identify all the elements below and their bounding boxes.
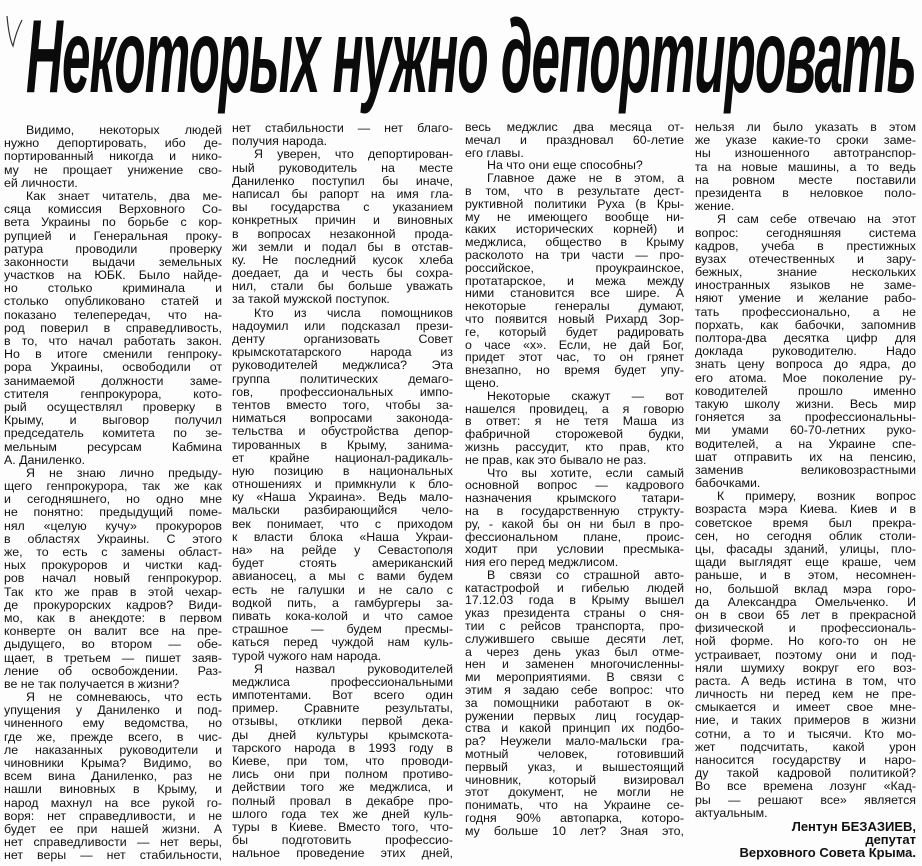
- paragraph-line: протатарское, и межа между: [465, 273, 684, 288]
- paragraph-line: на» на рейде у Севастополя: [232, 543, 453, 557]
- paragraph-line: нашелся провидец, а я говорю: [465, 401, 684, 416]
- paragraph-line: сен, но сегодня облик столи-: [695, 528, 916, 543]
- author-title: депутат: [865, 832, 916, 848]
- paragraph-line: бабочками.: [695, 476, 761, 491]
- paragraph-line: нил, стали бы больше уважать: [232, 279, 453, 294]
- paragraph-line: группа политических демаго-: [232, 371, 453, 386]
- paragraph-line: наносится государству и наро-: [695, 753, 916, 767]
- paragraph-line: отношениях и примкнули к бло-: [232, 477, 453, 492]
- paragraph-line: конверте он валит все на пре-: [4, 624, 222, 639]
- paragraph-line: нет справедливости — нет веры,: [4, 835, 222, 850]
- paragraph-line: ми умами 60-70-летних руко-: [695, 423, 916, 438]
- paragraph-line: президента в неловкое поло-: [695, 185, 916, 200]
- paragraph-line: щади выглядят еще краше, чем: [695, 555, 916, 570]
- paragraph-line: возраста мэра Киева. Киев и в: [695, 502, 916, 517]
- paragraph-line: нет веры — нет стабильности,: [4, 848, 222, 863]
- paragraph-line: первый указ, и вышестоящий: [465, 759, 684, 774]
- paragraph-line: рупцией и Генеральная проку-: [4, 228, 222, 243]
- paragraph-line: жизнь рассудит, кто прав, кто: [465, 439, 684, 454]
- paragraph-line: где же, прежде всего, в чис-: [4, 729, 222, 744]
- paragraph-line: тельства и обустройства депор-: [232, 424, 453, 439]
- paragraph-line: народ махнул на все рукой го-: [4, 795, 222, 810]
- paragraph-line: портированный никогда и нико-: [4, 149, 222, 164]
- paragraph-line-first: На что они еще способны?: [487, 158, 643, 173]
- paragraph-line: такую школу жизни. Весь мир: [695, 396, 916, 411]
- paragraph-line: законности выдачи земельных: [4, 254, 222, 269]
- paragraph-line: бежных, знание нескольких: [695, 265, 916, 280]
- paragraph-line: мальски разбирающийся чело-: [232, 503, 453, 518]
- author-title: Верховного Совета Крыма.: [739, 845, 916, 861]
- paragraph-line: му не прощает унижение сво-: [4, 162, 222, 177]
- paragraph-line: мо, как в анекдоте: в первом: [4, 610, 222, 625]
- paragraph-line: му не имеющего вообще ни-: [465, 209, 684, 224]
- paragraph-line: показано телепередач, что на-: [4, 307, 222, 322]
- paragraph-line: надоумил или подсказал прези-: [232, 318, 453, 333]
- paragraph-line: а через день указ был отме-: [465, 644, 684, 659]
- paragraph-line: ве не так получается в жизни?: [4, 676, 180, 691]
- paragraph-line: ление об освобождении. Раз-: [4, 663, 222, 678]
- headline: Некоторых нужно депортировать: [26, 0, 916, 115]
- paragraph-line: доедает, да и честь бы сохра-: [232, 266, 453, 281]
- paragraph-line: знать цену вопроса до ядра, до: [695, 357, 916, 372]
- paragraph-line: расколото на три части — про-: [465, 247, 684, 262]
- paragraph-line: не прав, как это бывало не раз.: [465, 452, 647, 467]
- paragraph-line: актуальным.: [695, 805, 768, 820]
- paragraph-line: получия народа.: [232, 134, 328, 149]
- paragraph-line: назначения крымского татари-: [465, 491, 684, 506]
- paragraph-line-first: Видимо, некоторых людей: [26, 123, 222, 137]
- paragraph-line: ходит при условии пресмыка-: [465, 542, 684, 557]
- paragraph-line: та на новые машины, а то ведь: [695, 159, 916, 174]
- paragraph-line: мечал и праздновал 60-летие: [465, 132, 684, 147]
- paragraph-line: ми мероприятиями. В связи с: [465, 670, 684, 685]
- paragraph-line-first: Я сам себе отвечаю на этот: [717, 212, 916, 227]
- paragraph-line: мельным ресурсам Кабмина: [4, 439, 222, 454]
- paragraph-line: российское, проукраинское,: [465, 260, 684, 275]
- paragraph-line: ей личности.: [4, 175, 78, 190]
- paragraph-line: советское время был прекра-: [695, 515, 916, 530]
- paragraph-line: некоторые генералы думают,: [465, 299, 684, 314]
- paragraph-line: ле наказанных руководители и: [4, 742, 222, 757]
- paragraph-line: фабричной сторожевой будки,: [465, 427, 684, 442]
- paragraph-line: жение.: [695, 199, 735, 214]
- paragraph-line: за помощники работают в ок-: [465, 695, 684, 710]
- paragraph-line: ную позицию в национальных: [232, 463, 453, 478]
- paragraph-line: тарского народа в 1993 году в: [232, 740, 453, 755]
- paragraph-line: жи земли и подал бы в отстав-: [232, 239, 453, 254]
- paragraph-line: воря: нет справедливости, и не: [4, 808, 222, 823]
- paragraph-line: за такой мужской поступок.: [232, 292, 390, 307]
- paragraph-line: тентов вместо того, чтобы за-: [232, 397, 453, 412]
- paragraph-line: в том, что в результате дест-: [465, 183, 684, 198]
- paragraph-line: тии с рейсов транспорта, про-: [465, 619, 684, 634]
- paragraph-line: ра? Неужели мало-мальски гра-: [465, 734, 684, 749]
- paragraph-line-first: Главное даже не в этом, а: [487, 171, 684, 186]
- paragraph-line: гоняется за профессиональны-: [695, 410, 916, 425]
- paragraph-line: рора Украины, освободили от: [4, 360, 222, 375]
- paragraph-line: ры — решают все» является: [695, 792, 916, 807]
- paragraph-line: внезапно, но время будет упу-: [465, 363, 684, 378]
- paragraph-line: щено.: [465, 375, 500, 390]
- paragraph-line: этот документ, не могли не: [465, 785, 684, 800]
- author-name: Лентун БЕЗАЗИЕВ,: [791, 818, 916, 834]
- paragraph-line: крымскотатарского народа из: [232, 345, 453, 360]
- paragraph-line-first: Я уверен, что депортирован-: [254, 147, 453, 162]
- paragraph-line: ров начал новый генпрокурор.: [4, 571, 222, 586]
- paragraph-line: страшное — будем пресмы-: [232, 622, 453, 637]
- paragraph-line-first: нельзя ли было указать в этом: [695, 120, 916, 134]
- paragraph-line: А. Даниленко.: [4, 452, 86, 467]
- paragraph-line: иностранных языков не заме-: [695, 278, 916, 293]
- paragraph-line: ку «Наша Украина». Ведь мало-: [232, 490, 453, 505]
- paragraph-line: действии того же меджлиса, и: [232, 780, 453, 795]
- paragraph-line: Даниленко поступил бы иначе,: [232, 173, 453, 188]
- paragraph-line: конкретных причин и виновных: [232, 213, 453, 228]
- paragraph-line: сяца комиссия Верховного Со-: [4, 202, 222, 217]
- paragraph-line: полный провал в декабре про-: [232, 793, 453, 808]
- paragraph-line: водкой пить, а гамбургеры за-: [232, 595, 453, 610]
- paragraph-line: придет этот час, то он грянет: [465, 350, 684, 365]
- paragraph-line: шлого года тех же дней куль-: [232, 806, 453, 821]
- paragraph-line: ства и какой принцип их подбо-: [465, 721, 684, 736]
- paragraph-line: годня 90% автопарка, которо-: [465, 811, 684, 826]
- paragraph-line: столько опубликовано статей и: [4, 294, 222, 309]
- paragraph-line-first: Я не знаю лично предыду-: [26, 465, 222, 480]
- paragraph-line: шат отправить их на пенсию,: [695, 449, 916, 464]
- paragraph-line: век понимает, что с приходом: [232, 516, 453, 531]
- paragraph-line: бы подготовить профессио-: [232, 833, 453, 848]
- paragraph-line: будет ее при нашей жизни. А: [4, 821, 222, 836]
- paragraph-line: ет крайне национал-радикаль-: [232, 450, 453, 465]
- paragraph-line: импотентами. Вот всего один: [232, 688, 453, 703]
- paragraph-line: физической и профессиональ-: [695, 621, 916, 636]
- paragraph-line: но, большой вклад мэра горо-: [695, 581, 916, 596]
- article-column-1: [4, 124, 222, 863]
- paragraph-line: гов, профессиональных импо-: [232, 384, 453, 399]
- paragraph-line: кадров, учеба в престижных: [695, 238, 916, 253]
- paragraph-line: доклада руководителю. Надо: [695, 344, 916, 359]
- paragraph-line: нял «целую кучу» прокуроров: [4, 518, 222, 533]
- paragraph-line: фессиональном плане, проис-: [465, 529, 684, 544]
- paragraph-line: раньше, и в этом, несомнен-: [695, 568, 916, 583]
- paragraph-line: ду такой кадровой политикой?: [695, 766, 916, 781]
- paragraph-line: в областях Украины. С этого: [4, 531, 222, 546]
- paragraph-line: Крыму, и выговор получил: [4, 413, 222, 428]
- paragraph-line: к власти блока «Наша Украи-: [232, 529, 453, 544]
- paragraph-line: указ президента страны о сня-: [465, 606, 684, 621]
- paragraph-line: занимаемой должности заме-: [4, 373, 222, 388]
- paragraph-line: няли шумиху вокруг его воз-: [695, 660, 916, 675]
- paragraph-line: ный руководитель на месте: [232, 160, 453, 175]
- paragraph-line: дыдущего, во втором — обе-: [4, 637, 222, 652]
- paragraph-line-first: Я не сомневаюсь, что есть: [26, 690, 222, 705]
- paragraph-line: смыкается и имеет свое мне-: [695, 700, 916, 715]
- paragraph-line: нашли виновных в Крыму, и: [4, 782, 222, 797]
- paragraph-line: чиненного ему ведомства, но: [4, 716, 222, 731]
- paragraph-line: ных прокуроров и чистки кад-: [4, 558, 222, 573]
- paragraph-line: стителя генпрокурора, кото-: [4, 386, 222, 401]
- paragraph-line: вопрос: сегодняшняя система: [695, 225, 916, 240]
- paragraph-line: турой чужого нам народа.: [232, 648, 382, 663]
- paragraph-line: няют умение и желание рабо-: [695, 291, 916, 306]
- paragraph-line: Киеве, при том, что проводи-: [232, 754, 453, 768]
- paragraph-line: же указе какие-то сроки заме-: [695, 133, 916, 148]
- paragraph-line: ру, - какой бы он ни был в про-: [465, 516, 684, 531]
- paragraph-line: да Александра Омельченко. И: [695, 594, 916, 609]
- article-column-4: [695, 121, 916, 860]
- paragraph-line: тать профессионально, а не: [695, 304, 916, 319]
- paragraph-line: щего генпрокурора, так же как: [4, 479, 222, 494]
- paragraph-line: полтора-два десятка цифр для: [695, 331, 916, 345]
- paragraph-line: каться перед чуждой нам куль-: [232, 635, 453, 650]
- paragraph-line: нужно депортировать, ибо де-: [4, 136, 222, 151]
- paragraph-line: руководителей меджлиса? Эта: [232, 358, 453, 373]
- paragraph-line: ратура проводили проверку: [4, 241, 222, 256]
- paragraph-line: написал бы рапорт на имя гла-: [232, 186, 453, 201]
- paragraph-line-first: Кто из числа помощников: [254, 305, 453, 320]
- paragraph-line: председатель комитета по зе-: [4, 426, 222, 441]
- paragraph-line: о часе «х». Если, не дай Бог,: [465, 337, 684, 352]
- paragraph-line: меджлиса профессиональными: [232, 674, 453, 689]
- paragraph-line: в ответ: я не тетя Маша из: [465, 414, 684, 429]
- paragraph-line-first: В связи со страшной авто-: [487, 567, 684, 582]
- paragraph-line: ние, и таких примеров в жизни: [695, 713, 916, 728]
- paragraph-line: денту организовать Совет: [232, 332, 453, 346]
- paragraph-line-first: весь меджлис два месяца от-: [465, 120, 684, 134]
- paragraph-line: ководителей прошло именно: [695, 383, 916, 398]
- paragraph-line: что появится новый Рихард Зор-: [465, 311, 684, 326]
- paragraph-line: но столько криминала и: [4, 281, 222, 296]
- paragraph-line: чиновник, который визировал: [465, 772, 684, 787]
- paragraph-line: катастрофой и гибелью людей: [465, 580, 684, 595]
- paragraph-line: нальное проведение этих дней,: [232, 846, 453, 861]
- handwritten-check-mark: [4, 12, 24, 48]
- article-column-3: [465, 121, 684, 838]
- paragraph-line: чиновники Крыма? Видимо, во: [4, 756, 222, 770]
- paragraph-line: в вопросах незаконной прода-: [232, 226, 453, 241]
- paragraph-line: заменив великовозрастными: [695, 462, 916, 477]
- paragraph-line: есть не галушки и не сало с: [232, 582, 453, 597]
- paragraph-line: щает, в третьем — пишет заяв-: [4, 650, 222, 665]
- paragraph-line: Но в итоге сменили генпроку-: [4, 347, 222, 362]
- paragraph-line: 17.12.03 года в Крыму вышел: [465, 593, 684, 608]
- paragraph-line: раста. А ведь истина в том, что: [695, 673, 916, 688]
- paragraph-line: порхать, как бабочки, запомнив: [695, 317, 916, 332]
- paragraph-line-first: Некоторые скажут — вот: [487, 388, 684, 403]
- paragraph-line-first: нет стабильности — нет благо-: [232, 121, 453, 135]
- paragraph-line: тированных в Крыму, занима-: [232, 437, 453, 452]
- paragraph-line: на ровном месте поставили: [695, 172, 916, 187]
- paragraph-line: му больше 10 лет? Зная это,: [465, 823, 684, 838]
- paragraph-line: вы государства с указанием: [232, 200, 453, 215]
- paragraph-line: ку. Не последний кусок хлеба: [232, 252, 453, 267]
- paragraph-line: рый осуществлял проверку в: [4, 399, 222, 414]
- paragraph-line: участков на ЮБК. Было найде-: [4, 268, 222, 283]
- paragraph-line: водителей, а на Украине спе-: [695, 436, 916, 451]
- paragraph-line: ны изношенного автотранспор-: [695, 146, 916, 161]
- paragraph-line: вузах отечественных и зару-: [695, 251, 916, 266]
- paragraph-line: лись они при полном противо-: [232, 767, 453, 782]
- paragraph-line: он в свои 65 лет в прекрасной: [695, 607, 916, 622]
- paragraph-line: не понятно: предыдущий поме-: [4, 505, 222, 520]
- paragraph-line: вета Украины по борьбе с кор-: [4, 215, 222, 230]
- paragraph-line: пример. Сравните результаты,: [232, 701, 453, 716]
- paragraph-line: Во все времена лозунг «Кад-: [695, 779, 916, 794]
- paragraph-line-first: Я назвал руководителей: [254, 661, 453, 676]
- paragraph-line: ними становится все шире. А: [465, 286, 684, 301]
- paragraph-line-first: Что вы хотите, если самый: [487, 465, 684, 480]
- paragraph-line: этим я задаю себе вопрос: что: [465, 683, 684, 698]
- paragraph-line: упущения у Даниленко и под-: [4, 703, 222, 718]
- paragraph-line: род поверил в справедливость,: [4, 320, 222, 335]
- paragraph-line: меджлиса, общество в Крыму: [465, 235, 684, 250]
- paragraph-line: жет подсчитать, какой урон: [695, 739, 916, 754]
- paragraph-line-first: К примеру, возник вопрос: [717, 489, 916, 504]
- paragraph-line: личность ни перед кем не пре-: [695, 687, 916, 702]
- paragraph-line: его главы.: [465, 145, 524, 160]
- paragraph-line: служившего свыше десяти лет,: [465, 631, 684, 646]
- paragraph-line: будет стоять американский: [232, 556, 453, 571]
- paragraph-line: ной форме. Но кого-то он не: [695, 634, 916, 649]
- paragraph-line: отзывы, отклики первой дека-: [232, 714, 453, 729]
- paragraph-line: его атома. Мое поколение ру-: [695, 370, 916, 385]
- paragraph-line: и сегодняшнего, но одно мне: [4, 492, 222, 507]
- paragraph-line: ния его перед меджлисом.: [465, 555, 619, 570]
- paragraph-line: авианосец, а мы с вами будем: [232, 569, 453, 584]
- paragraph-line: в то, что начал работать закон.: [4, 334, 222, 348]
- paragraph-line: на в государственную структу-: [465, 503, 684, 518]
- paragraph-line: устраивает, поэтому они и под-: [695, 647, 916, 662]
- paragraph-line: пивать кока-колой и что самое: [232, 608, 453, 623]
- paragraph-line: ге, который будет радировать: [465, 324, 684, 339]
- paragraph-line: Так кто же прав в этой чехар-: [4, 584, 222, 599]
- paragraph-line: же, то есть с замены област-: [4, 545, 222, 559]
- paragraph-line-first: Как знает читатель, два ме-: [26, 188, 222, 203]
- paragraph-line: каких исторических корней) и: [465, 222, 684, 237]
- paragraph-line: ружении первых лиц государ-: [465, 708, 684, 723]
- paragraph-line: де прокурорских кадров? Види-: [4, 597, 222, 612]
- article-column-2: [232, 122, 453, 861]
- paragraph-line: понимать, что на Украине се-: [465, 798, 684, 813]
- paragraph-line: ды дней культуры крымскота-: [232, 727, 453, 742]
- paragraph-line: основной вопрос — кадрового: [465, 478, 684, 493]
- paragraph-line: сотни, а то и тысячи. Кто мо-: [695, 726, 916, 741]
- paragraph-line: нен и заменен многочисленны-: [465, 657, 684, 672]
- paragraph-line: туры в Киеве. Вместо того, что-: [232, 819, 453, 834]
- paragraph-line: мотный человек, готовивший: [465, 747, 684, 762]
- paragraph-line: ниматься вопросами законода-: [232, 411, 453, 426]
- paragraph-line: руктивной политики Руха (в Кры-: [465, 196, 684, 211]
- paragraph-line: всем вина Даниленко, раз не: [4, 769, 222, 784]
- paragraph-line: цы, фасады зданий, улицы, пло-: [695, 542, 916, 556]
